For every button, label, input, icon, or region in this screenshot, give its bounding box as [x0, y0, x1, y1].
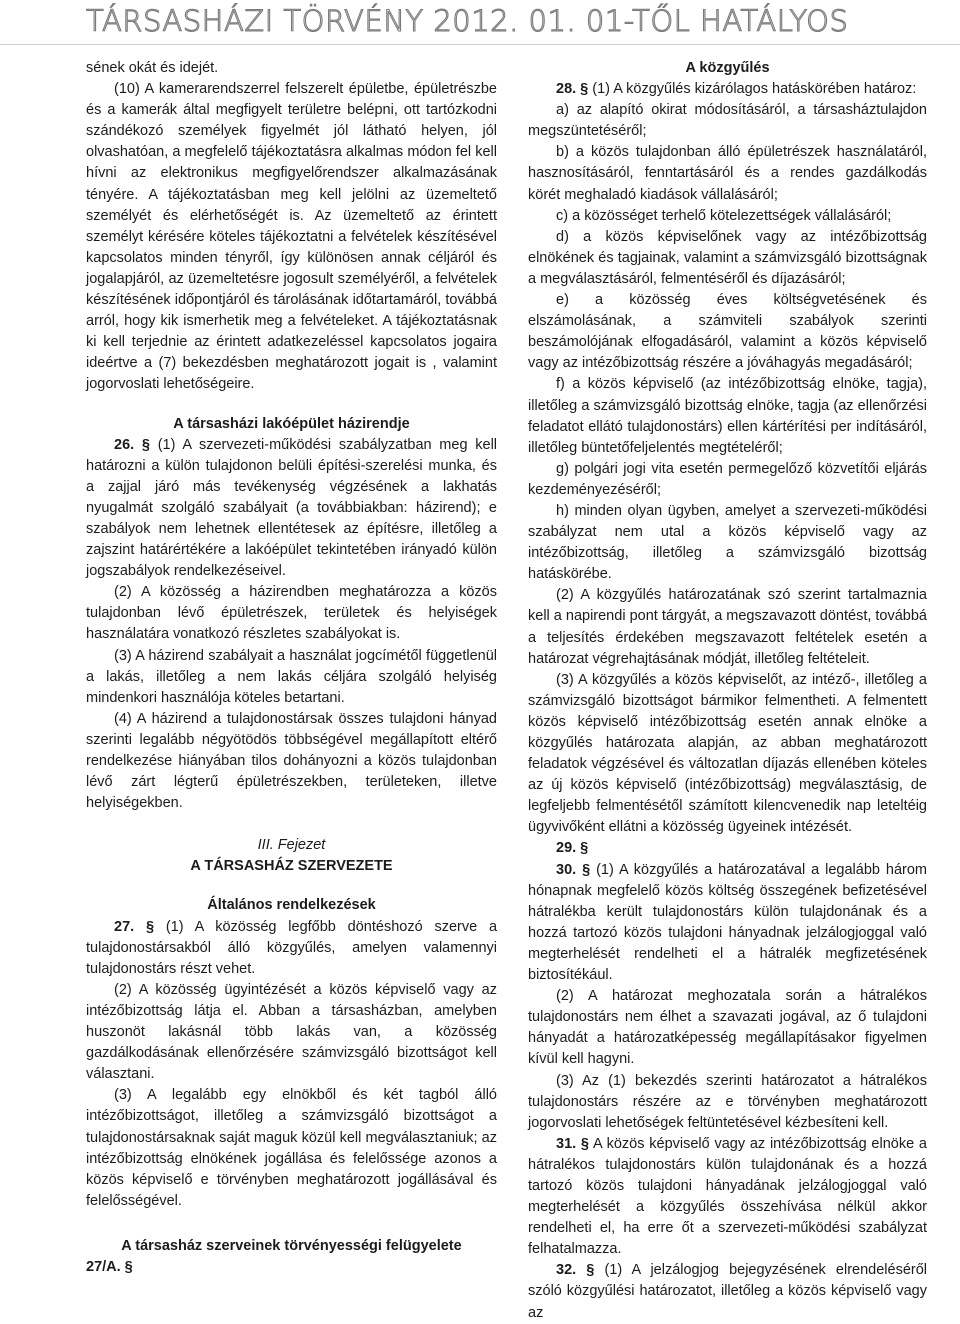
paragraph: [528, 838, 927, 859]
paragraph-text: h) minden olyan ügyben, amelyet a szervezeti-működési szabályzat nem utal a közös képviselő vagy az intézőbizottság, illetőleg a számvizsgáló bizottság hatáskörébe.: [528, 502, 927, 583]
paragraph: [86, 435, 497, 583]
section-heading: A közgyűlés: [685, 60, 770, 76]
paragraph-text: e) a közösség éves költségvetésének és elszámolásának, a számviteli szabályok szerinti beszámolójának elfogadásáról, valamint a közös képviselő vagy az intézőbizottság részére a jóváhagyás megadásáról;: [528, 292, 927, 372]
paragraph-text: (3) A közgyűlés a közös képviselőt, az intéző-, illetőleg a számvizsgáló bizottságot bármikor felmentheti. A felmentett közös képviselő intézőbizottság esetén annak elnöke a közgyűlés határozata alapján, az abban meghatározott feladatok végzésével és változatlan díjazás ellenében köteles az új közös képviselő (intézőbizottság) megválasztásig, de legfeljebb felmentésétől számított kilencvenedik nap leteltéig ügyvivőként ellátni a közösség ügyeinek intézését.: [528, 671, 927, 836]
paragraph: [86, 646, 497, 709]
paragraph: [86, 980, 497, 1085]
section-number: 32. §: [556, 1262, 595, 1279]
paragraph: [528, 986, 927, 1070]
paragraph-text: A közös képviselő vagy az intézőbizottság elnöke a hátralékos tulajdonostárs külön tulajdonának és a hozzá tartozó közös tulajdoni hányadának jelzálogjoggal való megterhelését a közgyűlés összehívása nélkül akkor rendelheti el, ha erre őt a szervezeti-működési szabályzat felhatalmazza.: [528, 1135, 927, 1258]
paragraph: [528, 100, 927, 142]
paragraph-text: (2) A közgyűlés határozatának szó szerint tartalmaznia kell a napirendi pont tárgyát, a megszavazott döntést, továbbá a teljesítés érdekében megszavazott feltételek esetén a határozat végrehajtásának módját, illetőleg feltételeit.: [528, 587, 927, 667]
paragraph: [86, 917, 497, 980]
paragraph-text: (1) A közgyűlés a határozatával a legalább három hónapnak megfelelő közös költség összegének befizetésével hátralékba került tulajdonostárs külön tulajdonának és a hozzá tartozó közös tulajdoni hányadnak jelzálogjoggal való megterhelését rendelheti el a hátralék megfizetésének biztosítékául.: [528, 861, 927, 984]
paragraph: [528, 290, 927, 374]
paragraph: [528, 206, 927, 227]
paragraph: [528, 1260, 927, 1323]
section-number: 30. §: [556, 861, 591, 878]
paragraph-text: (3) A házirend szabályait a használat jogcímétől függetlenül a lakás, illetőleg a nem lakás céljára szolgáló helyiség mindenkori használója köteles betartani.: [86, 647, 497, 706]
paragraph-text: sének okát és idejét.: [86, 60, 219, 76]
paragraph-text: (2) A határozat meghozatala során a hátralékos tulajdonostárs nem élhet a szavazati jogával, az ő tulajdoni hányadát a határozatképesség megállapításakor figyelmen kívül kell hagyni.: [528, 988, 927, 1068]
paragraph: [86, 79, 497, 395]
section-number: 29. §: [556, 840, 589, 857]
paragraph-text: (10) A kamerarendszerrel felszerelt épületbe, épületrészbe és a kamerák által megfigyelt területre belépni, ott tartózkodni szándékozó személyek figyelmét jól látható helyen, jól olvashatóan, a megfelelő tájékoztatásra alkalmas módon fel kell hívni az elektronikus megfigyelőrendszer alkalmazásának tényére. A tájékoztatásban meg kell jelölni az üzemeltető személyét és elérhetőségét is. Az üzemeltető az érintett személyt kérésére köteles tájékoztatni a felvételek készítésével kapcsolatos minden tényről, így különösen annak céljáról és jogalapjáról, az üzemeltetésre jogosult személyéről, a felvételek készítésének időpontjáról és tárolásának időtartamáról, továbbá arról, hogy kik ismerhetik meg a felvételeket. A tájékoztatásnak ki kell terjednie az érintett adatkezeléssel kapcsolatos jogaira ideértve a (7) bekezdésben meghatározott jogait is , valamint jogorvoslati lehetőségeire.: [86, 81, 497, 393]
section-heading: Általános rendelkezések: [207, 897, 376, 914]
paragraph: [528, 374, 927, 458]
section-heading: A társasház szerveinek törvényességi felügyelete: [121, 1237, 462, 1254]
paragraph: [86, 582, 497, 645]
section-number: 27. §: [114, 918, 155, 935]
paragraph-text: f) a közös képviselő (az intézőbizottság elnöke, tagja), illetőleg a számvizsgáló bizottság elnöke, tagja (az ellenőrzési feladatot ellátó tulajdonostárs) ellen kártérítési per indításáról, illetőleg büntetőfeljelentés megtételéről;: [528, 376, 927, 456]
paragraph: [86, 1085, 497, 1212]
paragraph: [528, 142, 927, 205]
chapter-label: III. Fejezet: [257, 837, 326, 854]
paragraph-text: (1) A jelzálogjog bejegyzésének elrendeléséről szóló közgyűlési határozatot, illetőleg a közös képviselő vagy az: [528, 1262, 927, 1321]
paragraph-text: (2) A közösség ügyintézését a közös képviselő vagy az intézőbizottság látja el. Abban a társasházban, amelyben huszonöt lakásnál több lakás van, a közösség gazdálkodásának ellenőrzésére számvizsgáló bizottságot kell választani.: [86, 981, 497, 1083]
paragraph: [528, 860, 927, 987]
paragraph-text: (2) A közösség a házirendben meghatározza a közös tulajdonban lévő épületrészek, területek és helyiségek használatára vonatkozó részletes szabályokat is.: [86, 584, 497, 643]
paragraph: [528, 459, 927, 501]
paragraph: [528, 1071, 927, 1134]
paragraph: [86, 709, 497, 814]
section-number: 28. §: [556, 81, 589, 98]
paragraph-text: (1) A közgyűlés kizárólagos hatáskörében határoz:: [592, 81, 917, 98]
paragraph: [86, 1257, 497, 1278]
paragraph: [528, 670, 927, 839]
paragraph-text: (1) A szervezeti-működési szabályzatban meg kell határozni a külön tulajdonon belüli építési-szerelési munka, és a zajjal járó más tevékenység végzésének a lakhatás nyugalmát szolgáló szabályait (a továbbiakban: házirend); e szabályok nem lehetnek ellentétesek az építésre, illetőleg a zajszint határértékére a lakóépület tekintetében irányadó külön jogszabályok rendelkezéseivel.: [86, 436, 498, 580]
paragraph: [528, 1134, 927, 1261]
paragraph-text: g) polgári jogi vita esetén permegelőző közvetítői eljárás kezdeményezéséről;: [528, 460, 927, 498]
section-heading: A társasházi lakóépület házirendje: [173, 415, 410, 432]
paragraph-text: d) a közös képviselőnek vagy az intézőbizottság elnökének és tagjainak, valamint a számvizsgáló bizottságnak a megválasztásáról, felmentéséről és díjazásáról;: [528, 228, 927, 287]
section-number: 31. §: [556, 1135, 589, 1152]
paragraph-text: (3) Az (1) bekezdés szerinti határozatot a hátralékos tulajdonostárs részére az e törvényben meghatározott jogorvoslati lehetőségek feltüntetésével kézbesíteni kell.: [528, 1072, 927, 1131]
paragraph: [528, 227, 927, 290]
left-column: [86, 58, 497, 1278]
paragraph-text: (4) A házirend a tulajdonostársak összes tulajdoni hányad szerinti legalább négyötödös többségével megállapított eltérő rendelkezése hiányában tilos dohányozni a közös tulajdonban lévő zárt légterű épületrészekben, területeken, illetve helyiségekben.: [86, 710, 497, 812]
paragraph-text: (3) A legalább egy elnökből és két tagból álló intézőbizottságot, illetőleg a számvizsgáló bizottságot a tulajdonostársaknak saját maguk közül kell megválasztaniuk; az intézőbizottság elnökének jogállása és felelőssége azonos a közös képviselő e törvényben meghatározott jogállásával és felelősségével.: [86, 1087, 497, 1209]
section-heading: A TÁRSASHÁZ SZERVEZETE: [190, 858, 393, 875]
paragraph-text: c) a közösséget terhelő kötelezettségek vállalásáról;: [556, 207, 892, 224]
paragraph-text: a) az alapító okirat módosításáról, a társasháztulajdon megszüntetéséről;: [528, 102, 927, 140]
section-number: 27/A. §: [86, 1258, 133, 1275]
paragraph: [528, 585, 927, 669]
paragraph-text: b) a közös tulajdonban álló épületrészek használatáról, hasznosításáról, fenntartásáról és a rendes gazdálkodás körét meghaladó kiadások vállalásáról;: [528, 144, 927, 203]
paragraph-text: (1) A közösség legfőbb döntéshozó szerve a tulajdonostársakból álló közgyűlés, amelyen valamennyi tulajdonostárs részt vehet.: [86, 918, 498, 977]
paragraph: [528, 79, 927, 100]
paragraph: [528, 501, 927, 585]
right-column: [528, 58, 927, 1324]
paragraph: [86, 58, 497, 79]
section-number: 26. §: [114, 436, 150, 453]
header-title: TÁRSASHÁZI TÖRVÉNY 2012. 01. 01-TŐL HATÁLYOS: [86, 4, 849, 38]
page-header: [0, 0, 960, 45]
